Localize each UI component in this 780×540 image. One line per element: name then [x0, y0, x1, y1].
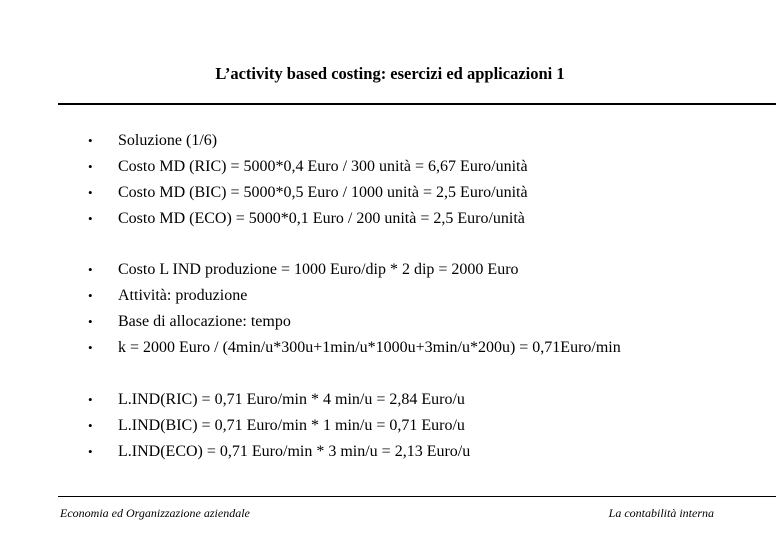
- list-item-text: Costo MD (RIC) = 5000*0,4 Euro / 300 unità = 6,67 Euro/unità: [118, 158, 528, 175]
- bullet-icon: •: [88, 392, 93, 407]
- list-item: [0, 309, 780, 335]
- list-item-text: Costo MD (BIC) = 5000*0,5 Euro / 1000 unità = 2,5 Euro/unità: [118, 184, 528, 201]
- list-item: [0, 154, 780, 180]
- bullet-icon: •: [88, 314, 93, 329]
- list-item-text: Costo MD (ECO) = 5000*0,1 Euro / 200 unità = 2,5 Euro/unità: [118, 210, 525, 227]
- bullet-group-material-costs: [0, 128, 780, 232]
- list-item: [0, 283, 780, 309]
- bullet-group-allocation-results: [0, 387, 780, 465]
- list-item: [0, 439, 780, 465]
- footer-divider: [58, 496, 776, 497]
- list-item: [0, 387, 780, 413]
- list-item: [0, 335, 780, 361]
- bullet-icon: •: [88, 288, 93, 303]
- list-item-text: k = 2000 Euro / (4min/u*300u+1min/u*1000u+3min/u*200u) = 0,71Euro/min: [118, 339, 621, 356]
- list-item: [0, 206, 780, 232]
- list-item-text: Attività: produzione: [118, 287, 248, 304]
- bullet-icon: •: [88, 262, 93, 277]
- bullet-icon: •: [88, 159, 93, 174]
- list-item: [0, 413, 780, 439]
- bullet-icon: •: [88, 418, 93, 433]
- list-item-text: Base di allocazione: tempo: [118, 313, 291, 330]
- slide-title: L’activity based costing: esercizi ed applicazioni 1: [215, 64, 565, 83]
- bullet-icon: •: [88, 340, 93, 355]
- bullet-icon: •: [88, 444, 93, 459]
- footer-course-name: Economia ed Organizzazione aziendale: [60, 506, 250, 520]
- list-item: [0, 180, 780, 206]
- bullet-group-indirect-labor: [0, 257, 780, 361]
- title-divider: [58, 103, 776, 105]
- list-item-text: Soluzione (1/6): [118, 132, 218, 149]
- bullet-icon: •: [88, 133, 93, 148]
- list-item: [0, 257, 780, 283]
- list-item-text: L.IND(ECO) = 0,71 Euro/min * 3 min/u = 2,13 Euro/u: [118, 443, 471, 460]
- list-item-text: Costo L IND produzione = 1000 Euro/dip * 2 dip = 2000 Euro: [118, 261, 519, 278]
- list-item: [0, 128, 780, 154]
- bullet-icon: •: [88, 185, 93, 200]
- footer-section-name: La contabilità interna: [608, 506, 714, 520]
- list-item-text: L.IND(BIC) = 0,71 Euro/min * 1 min/u = 0,71 Euro/u: [118, 417, 465, 434]
- bullet-icon: •: [88, 211, 93, 226]
- list-item-text: L.IND(RIC) = 0,71 Euro/min * 4 min/u = 2,84 Euro/u: [118, 391, 465, 408]
